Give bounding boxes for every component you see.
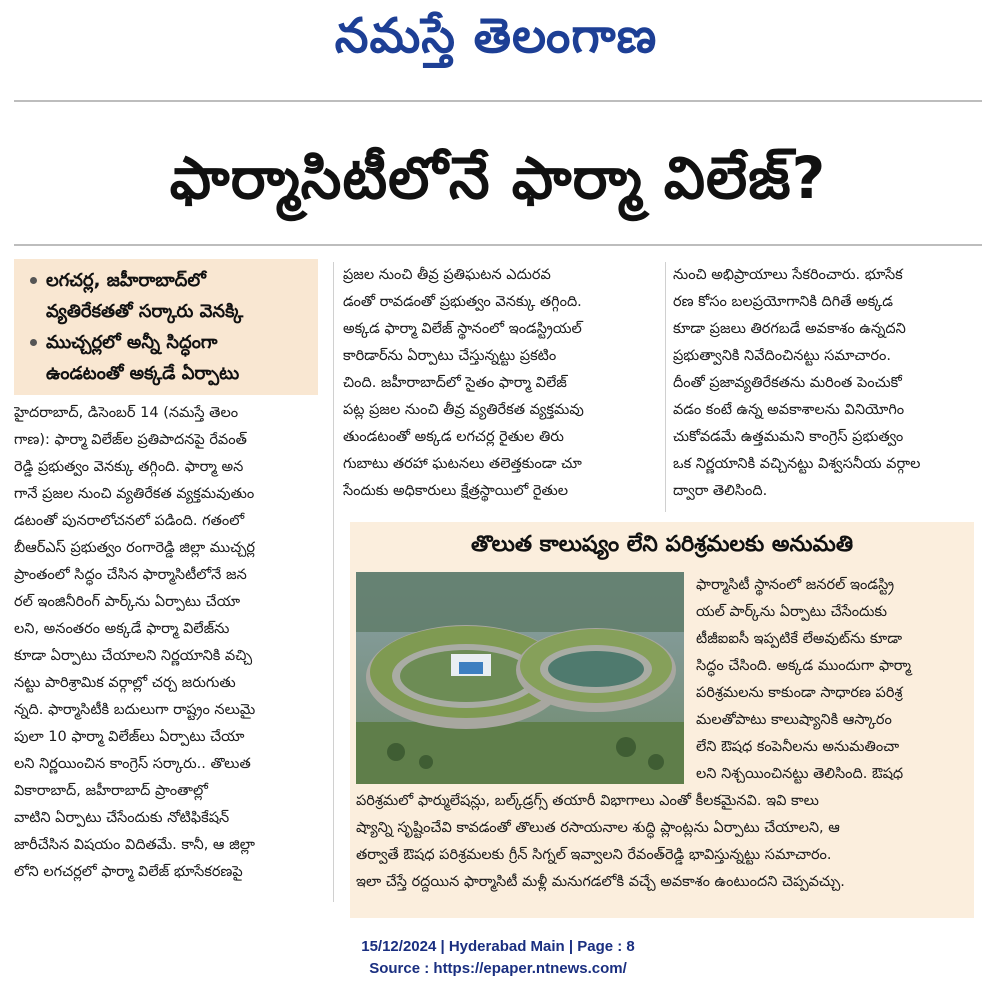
- text-line: చింది. జహీరాబాద్‌లో సైతం ఫార్మా విలేజ్: [343, 375, 567, 391]
- text-line: నట్టు పారిశ్రామిక వర్గాల్లో చర్చ జరుగుతు: [14, 675, 236, 691]
- headline: ఫార్మాసిటీలోనే ఫార్మా విలేజ్?: [169, 144, 827, 212]
- text-line: లని నిశ్చయించినట్టు తెలిసింది. ఔషధ: [696, 766, 904, 782]
- text-line: పులా 10 ఫార్మా విలేజ్‌లు ఏర్పాటు చేయా: [14, 729, 245, 745]
- text-line: వికారాబాద్, జహీరాబాద్ ప్రాంతాల్లో: [14, 783, 208, 799]
- text-line: పరిశ్రమలను కాకుండా సాధారణ పరిశ్ర: [696, 685, 903, 701]
- text-line: పట్ల ప్రజల నుంచి తీవ్ర వ్యతిరేకత వ్యక్తమవు: [343, 402, 584, 418]
- column-divider: [333, 262, 334, 902]
- text-line: గాణ): ఫార్మా విలేజ్‌ల ప్రతిపాదనపై రేవంత్: [14, 432, 247, 448]
- text-line: టీజీఐఐసీ ఇప్పటికే లేఅవుట్‌ను కూడా: [696, 631, 902, 647]
- text-line: డంతో రావడంతో ప్రభుత్వం వెనక్కు తగ్గింది.: [343, 294, 582, 310]
- text-line: ప్రభుత్వానికి నివేదించినట్టు సమాచారం.: [673, 348, 891, 364]
- text-line: ఫార్మాసిటీ స్థానంలో జనరల్ ఇండస్ట్రి: [696, 577, 895, 593]
- text-line: డటంతో పునరాలోచనలో పడింది. గతంలో: [14, 513, 245, 529]
- text-line: వడం కంటే ఉన్న అవకాశాలను వినియోగిం: [673, 402, 905, 418]
- sidebar-text-right: [696, 572, 970, 788]
- sidebar-text-bottom: [356, 788, 968, 896]
- text-line: లేని ఔషధ కంపెనీలను అనుమతించా: [696, 739, 900, 755]
- text-line: లని, అనంతరం అక్కడే ఫార్మా విలేజ్‌ను: [14, 621, 230, 637]
- text-line: ఇలా చేస్తే రద్దయిన ఫార్మాసిటీ మళ్లీ మనుగడలోకి వచ్చే అవకాశం ఉంటుందని చెప్పవచ్చు.: [356, 874, 845, 890]
- bullet-icon: [30, 277, 37, 284]
- text-line: లోని లగచర్లలో ఫార్మా విలేజ్ భూసేకరణపై: [14, 864, 243, 880]
- edition-info: 15/12/2024 | Hyderabad Main | Page : 8: [361, 938, 635, 955]
- text-line: తర్వాతే ఔషధ పరిశ్రమలకు గ్రీన్ సిగ్నల్ ఇవ్వాలని రేవంత్‌రెడ్డి భావిస్తున్నట్టు సమాచారం.: [356, 847, 832, 863]
- text-line: రల్ ఇంజినీరింగ్ పార్క్‌ను ఏర్పాటు చేయా: [14, 594, 241, 610]
- article-column-3: [673, 262, 976, 505]
- text-line: నుంచి అభిప్రాయాలు సేకరించారు. భూసేక: [673, 267, 903, 283]
- text-line: ద్వారా తెలిసింది.: [673, 483, 768, 499]
- highlights-box: [14, 259, 318, 395]
- highlight-line: ముచ్చర్లలో అన్నీ సిద్ధంగా: [46, 332, 218, 353]
- text-line: గానే ప్రజల నుంచి వ్యతిరేకత వ్యక్తమవుతుం: [14, 486, 255, 502]
- text-line: వాటిని ఏర్పాటు చేసేందుకు నోటిఫికేషన్: [14, 810, 230, 826]
- text-line: సిద్ధం చేసింది. అక్కడ ముందుగా ఫార్మా: [696, 658, 912, 674]
- source-link[interactable]: Source : https://epaper.ntnews.com/: [369, 960, 627, 977]
- masthead: [0, 0, 996, 100]
- text-line: గుబాటు తరహా ఘటనలు తలెత్తకుండా చూ: [343, 456, 582, 472]
- column-divider: [665, 262, 666, 512]
- text-line: పరిశ్రమలో ఫార్ములేషన్లు, బల్క్‌డ్రగ్స్ తయారీ విభాగాలు ఎంతో కీలకమైనవి. ఇవి కాలు: [356, 793, 819, 809]
- highlight-line: వ్యతిరేకతతో సర్కారు వెనక్కి: [46, 301, 244, 322]
- text-line: ప్రాంతంలో సిద్ధం చేసిన ఫార్మాసిటీలోనే జన: [14, 567, 247, 583]
- text-line: న్నది. ఫార్మాసిటీకి బదులుగా రాష్ట్రం నలుమై: [14, 702, 256, 718]
- text-line: ప్రజల నుంచి తీవ్ర ప్రతిఘటన ఎదురవ: [343, 267, 551, 283]
- newspaper-logo: నమస్తే తెలంగాణ: [334, 8, 658, 64]
- text-line: తుండటంతో అక్కడ లగచర్ల రైతుల తిరు: [343, 429, 564, 445]
- text-line: ఒక నిర్ణయానికి వచ్చినట్టు విశ్వసనీయ వర్గాల: [673, 456, 921, 472]
- text-line: దీంతో ప్రజావ్యతిరేకతను మరింత పెంచుకో: [673, 375, 902, 391]
- text-line: కూడా ఏర్పాటు చేయాలని నిర్ణయానికి వచ్చి: [14, 648, 253, 664]
- text-line: జారీచేసిన విషయం విదితమే. కానీ, ఆ జిల్లా: [14, 837, 255, 853]
- text-line: ష్యాన్ని సృష్టించేవి కావడంతో తొలుత రసాయనాల శుద్ధి ప్లాంట్లను ఏర్పాటు చేయాలని, ఆ: [356, 820, 840, 836]
- text-line: లని నిర్ణయించిన కాంగ్రెస్ సర్కారు.. తొలుత: [14, 756, 251, 772]
- pharma-city-photo: [356, 572, 684, 784]
- text-line: రణ కోసం బలప్రయోగానికి దిగితే అక్కడ: [673, 294, 894, 310]
- bullet-icon: [30, 339, 37, 346]
- text-line: యల్ పార్క్‌ను ఏర్పాటు చేసేందుకు: [696, 604, 887, 620]
- article-column-2: [343, 262, 657, 505]
- sidebar-title: తొలుత కాలుష్యం లేని పరిశ్రమలకు అనుమతి: [470, 532, 854, 557]
- text-line: రెడ్డి ప్రభుత్వం వెనక్కు తగ్గింది. ఫార్మా అన: [14, 459, 244, 475]
- text-line: సేందుకు అధికారులు క్షేత్రస్థాయిలో రైతుల: [343, 483, 569, 499]
- text-line: కూడా ప్రజలు తిరగబడే అవకాశం ఉన్నదని: [673, 321, 906, 337]
- text-line: హైదరాబాద్, డిసెంబర్ 14 (నమస్తే తెలం: [14, 405, 239, 421]
- headline-rule: [14, 244, 982, 246]
- highlight-item: [30, 327, 239, 389]
- highlight-line: లగచర్ల, జహీరాబాద్‌లో: [46, 270, 206, 291]
- text-line: మలతోపాటు కాలుష్యానికి ఆస్కారం: [696, 712, 892, 728]
- header-rule: [14, 100, 982, 102]
- text-line: అక్కడ ఫార్మా విలేజ్ స్థానంలో ఇండస్ట్రియల్: [343, 321, 582, 337]
- article-column-1: [14, 400, 318, 886]
- text-line: కారిడార్‌ను ఏర్పాటు చేస్తున్నట్టు ప్రకటిం: [343, 348, 557, 364]
- text-line: చుకోవడమే ఉత్తమమని కాంగ్రెస్ ప్రభుత్వం: [673, 429, 904, 445]
- highlight-line: ఉండటంతో అక్కడే ఏర్పాటు: [46, 363, 240, 384]
- text-line: బీఆర్‌ఎస్ ప్రభుత్వం రంగారెడ్డి జిల్లా ముచ్చర్ల: [14, 540, 255, 556]
- highlight-item: [30, 265, 243, 327]
